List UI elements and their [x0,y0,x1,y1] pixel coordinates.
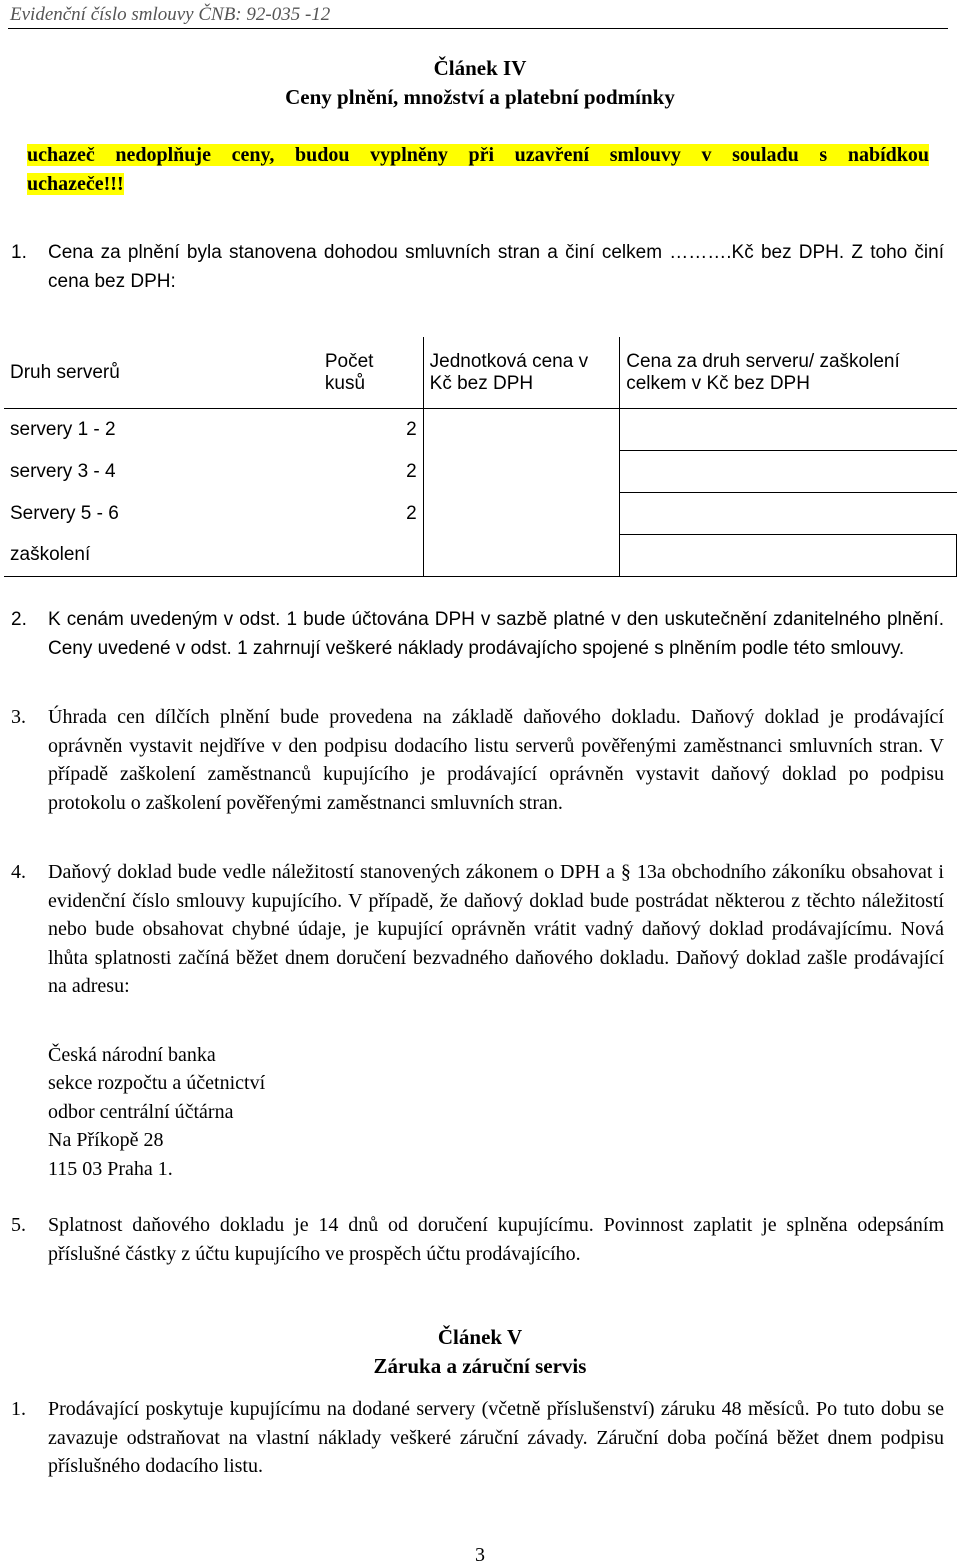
table-row [4,493,957,535]
unit-price-cell[interactable] [423,493,620,535]
header-divider [8,28,948,29]
total-price-cell[interactable] [620,535,957,577]
paragraph-1-text: Cena za plnění byla stanovena dohodou smluvních stran a činí celkem ……….Kč bez DPH. Z toho činí cena bez DPH: [48,242,944,292]
paragraph-2-number: 2. [11,609,27,630]
header-count: Počet kusů [319,337,423,409]
article-5-title: Článek V [437,1325,523,1349]
count-cell: 2 [406,460,417,482]
table-row [4,409,957,451]
server-type-cell: Servery 5 - 6 [10,502,119,524]
article-4-title: Článek IV [433,56,527,80]
paragraph-2-text: K cenám uvedeným v odst. 1 bude účtována DPH v sazbě platné v den uskutečnění zdanitelného plnění. Ceny uvedené v odst. 1 zahrnují veškeré náklady prodávajícho spojené s plněním podle této smlouvy. [48,609,944,659]
unit-price-cell[interactable] [423,535,620,577]
page-number: 3 [475,1544,485,1566]
count-cell: 2 [406,502,417,524]
paragraph-3-number: 3. [11,706,26,728]
address-line: sekce rozpočtu a účetnictví [48,1072,266,1094]
total-price-cell[interactable] [620,493,957,535]
address-line: odbor centrální účtárna [48,1101,234,1123]
article-5-paragraph-1-number: 1. [11,1398,26,1420]
header-unit-price: Jednotková cena v Kč bez DPH [423,337,620,409]
paragraph-4-number: 4. [11,861,26,883]
article-4-subtitle: Ceny plnění, množství a platební podmínky [285,85,675,109]
table-row [4,451,957,493]
price-table-header-row [4,337,957,409]
server-type-cell: servery 1 - 2 [10,418,116,440]
total-price-cell[interactable] [620,409,957,451]
count-cell [319,535,423,577]
paragraph-5-text: Splatnost daňového dokladu je 14 dnů od doručení kupujícímu. Povinnost zaplatit je splněna odepsáním příslušné částky z účtu kupujícího ve prospěch účtu prodávajícího. [48,1214,944,1265]
unit-price-cell[interactable] [423,451,620,493]
article-5-paragraph-1-text: Prodávající poskytuje kupujícímu na dodané servery (včetně příslušenství) záruku 48 měsíců. Po tuto dobu se zavazuje odstraňovat na vlastní náklady veškeré záruční závady. Záruční doba počíná běžet dnem podpisu příslušného dodacího listu. [48,1398,944,1478]
paragraph-5-number: 5. [11,1214,26,1236]
price-table [4,337,957,577]
header-total-price: Cena za druh serveru/ zaškolení celkem v Kč bez DPH [620,337,957,409]
paragraph-3-text: Úhrada cen dílčích plnění bude provedena na základě daňového dokladu. Daňový doklad je prodávající oprávněn vystavit nejdříve v den podpisu dodacího listu serverů pověřenými zaměstnanci smluvních stran. V případě zaškolení zaměstnanců kupujícího je prodávající oprávněn vystavit daňový doklad po podpisu protokolu o zaškolení pověřenými zaměstnanci smluvních stran. [48,706,944,814]
paragraph-1-number: 1. [11,242,27,263]
unit-price-cell[interactable] [423,409,620,451]
paragraph-4-text: Daňový doklad bude vedle náležitostí stanovených zákonem o DPH a § 13a obchodního zákoníku obsahovat i evidenční číslo smlouvy kupujícího. V případě, že daňový doklad bude postrádat některou z těchto náležitostí nebo bude obsahovat chybné údaje, je kupující oprávněn vrátit vadný daňový doklad prodávajícímu. Nová lhůta splatnosti začíná běžet dnem doručení bezvadného daňového dokladu. Daňový doklad zašle prodávající na adresu: [48,861,944,998]
count-cell: 2 [406,418,417,440]
address-line: 115 03 Praha 1. [48,1158,173,1180]
address-line: Česká národní banka [48,1044,216,1066]
highlight-note-line1: uchazeč nedoplňuje ceny, budou vyplněny při uzavření smlouvy v souladu s nabídkou [27,144,929,166]
total-price-cell[interactable] [620,451,957,493]
header-server-type: Druh serverů [4,337,319,409]
server-type-cell: servery 3 - 4 [10,460,116,482]
article-5-subtitle: Záruka a záruční servis [373,1354,587,1378]
server-type-cell: zaškolení [4,535,319,577]
address-line: Na Příkopě 28 [48,1129,164,1151]
table-row [4,535,957,577]
highlight-note-line2: uchazeče!!! [27,173,124,195]
contract-number-header: Evidenční číslo smlouvy ČNB: 92-035 -12 [10,4,331,25]
